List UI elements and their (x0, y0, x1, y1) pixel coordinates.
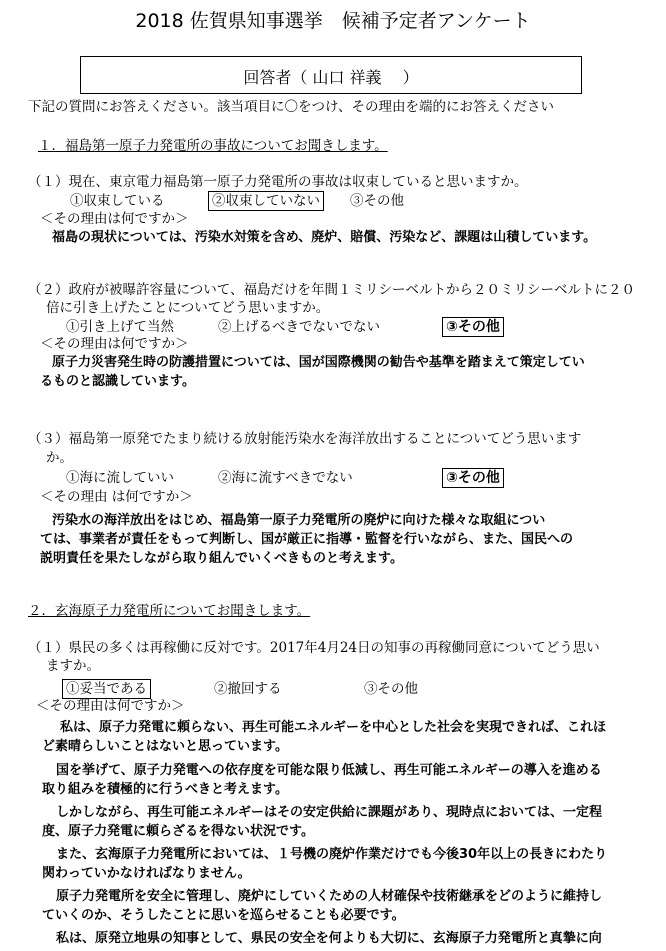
option: ①引き上げて当然 (66, 319, 174, 335)
respondent-name: 回答者（ 山口 祥義 ） (243, 68, 419, 87)
option-selected: ③その他 (442, 468, 504, 488)
answer-text: 説明責任を果たしながら取り組んでいくべきものと考えます。 (40, 551, 403, 566)
reason-label: ＜その理由は何ですか＞ (40, 211, 189, 227)
answer-text: また、玄海原子力発電所においては、１号機の廃炉作業だけでも今後30年以上の長きにわたり (56, 847, 608, 862)
option: ②海に流すべきでない (218, 470, 353, 486)
section-heading: １．福島第一原子力発電所の事故についてお聞きします。 (38, 138, 388, 154)
answer-text: 汚染水の海洋放出をはじめ、福島第一原子力発電所の廃炉に向けた様々な取組につい (52, 513, 546, 528)
answer-text: 国を挙げて、原子力発電への依存度を可能な限り低減し、再生可能エネルギーの導入を進める (56, 763, 602, 778)
question-text: （１）現在、東京電力福島第一原子力発電所の事故は収束していると思いますか。 (28, 174, 528, 190)
answer-text: 原子力発電所を安全に管理し、廃炉にしていくための人材確保や技術継承をどのように維持し (56, 889, 603, 904)
option: ①収束している (70, 193, 165, 209)
answer-text: 度、原子力発電に頼らざるを得ない状況です。 (42, 824, 314, 839)
option-selected: ③その他 (442, 317, 504, 337)
answer-text: ては、事業者が責任をもって判断し、国が厳正に指導・監督を行いながら、また、国民への (40, 532, 574, 547)
page-title: 2018 佐賀県知事選挙 候補予定者アンケート (135, 10, 531, 32)
option: ①海に流していい (66, 470, 174, 486)
answer-text: 関わっていかなければなりません。 (42, 866, 251, 881)
question-text: ますか。 (46, 658, 100, 674)
question-text: （２）政府が被曝許容量について、福島だけを年間１ミリシーベルトから２０ミリシーベルトに２０ (28, 282, 635, 298)
option: ③その他 (364, 681, 418, 697)
question-text: 倍に引き上げたことについてどう思いますか。 (46, 300, 330, 316)
question-text: （１）県民の多くは再稼働に反対です。2017年4月24日の知事の再稼働同意についてどう思い (28, 640, 600, 656)
answer-text: 取り組みを積極的に行うべきと考えます。 (42, 782, 288, 797)
answer-text: 原子力災害発生時の防護措置については、国が国際機関の勧告や基準を踏まえて策定してい (52, 355, 585, 370)
reason-label: ＜その理由 は何ですか＞ (40, 489, 193, 505)
answer-text: ど素晴らしいことはないと思っています。 (42, 739, 288, 754)
option-selected: ①妥当である (62, 679, 151, 699)
answer-text: 私は、原発立地県の知事として、県民の安全を何よりも大切に、玄海原子力発電所と真摯に向 (56, 931, 602, 946)
reason-label: ＜その理由は何ですか＞ (40, 336, 189, 352)
reason-label: ＜その理由は何ですか＞ (36, 698, 185, 714)
option-selected: ②収束していない (208, 191, 324, 211)
answer-text: 私は、原子力発電に頼らない、再生可能エネルギーを中心とした社会を実現できれば、これほ (60, 720, 607, 735)
question-text: （３）福島第一原発でたまり続ける放射能汚染水を海洋放出することについてどう思います (28, 431, 582, 447)
answer-text: ていくのか、そうしたことに思いを巡らせることも必要です。 (42, 908, 405, 923)
section-heading: ２．玄海原子力発電所についてお聞きします。 (28, 603, 311, 619)
option: ②撤回する (214, 681, 282, 697)
respondent-box (80, 56, 582, 94)
answer-text: 福島の現状については、汚染水対策を含め、廃炉、賠償、汚染など、課題は山積しています。 (52, 230, 597, 245)
option: ②上げるべきでないでない (218, 319, 380, 335)
option: ③その他 (350, 193, 404, 209)
question-text: か。 (46, 450, 73, 466)
answer-text: しかしながら、再生可能エネルギーはその安定供給に課題があり、現時点においては、一定程 (56, 805, 603, 820)
instructions: 下記の質問にお答えください。該当項目に〇をつけ、その理由を端的にお答えください (28, 99, 554, 115)
answer-text: るものと認識しています。 (40, 374, 195, 389)
